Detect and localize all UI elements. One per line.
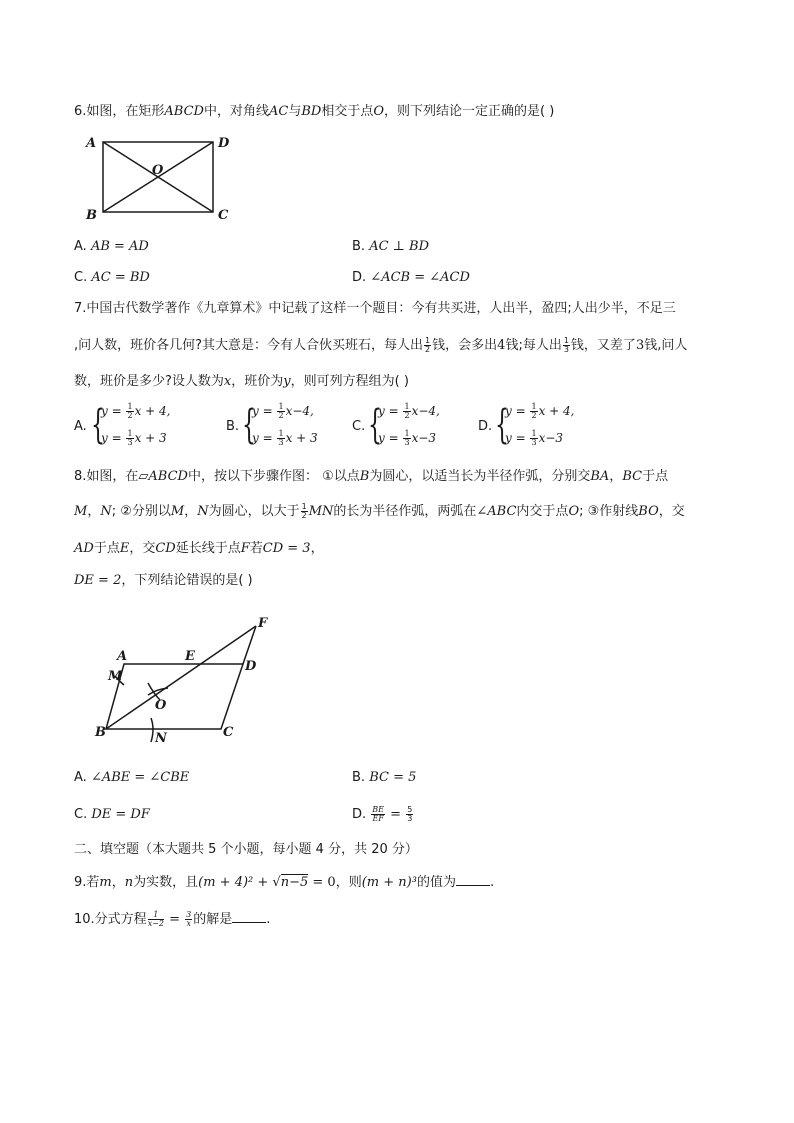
q8-line-3: AD于点E，交CD延长线于点F若CD = 3， xyxy=(74,541,324,556)
q8-line-2: M，N; ②分别以M，N为圆心，以大于 $\frac{1}{2}$ MN的长为半径作弧，两弧在∠ABC内交于点O; ③作射线BO，交 xyxy=(74,502,685,520)
q6-option-b: B. AC ⊥ BD xyxy=(352,239,430,254)
fraction-five-thirds: $\frac{5}{3}$ xyxy=(407,805,413,823)
left-brace: { xyxy=(91,402,105,448)
label-c: C xyxy=(223,725,234,740)
equation-system xyxy=(495,399,615,455)
equation-2: y = $\frac{1}{3}$ x−3 xyxy=(378,429,437,447)
label-a: A xyxy=(117,649,128,664)
q8-option-a: A. ∠ABE = ∠CBE xyxy=(74,770,190,785)
parallelogram-abcd xyxy=(106,664,243,729)
label-n: N xyxy=(155,731,167,746)
label-o: O xyxy=(155,698,167,713)
label-d: D xyxy=(245,659,257,674)
equation-1: y = $\frac{1}{2}$ x + 4, xyxy=(505,402,575,420)
left-brace: { xyxy=(368,402,382,448)
equation-system xyxy=(91,399,211,455)
label-m: M xyxy=(108,669,123,684)
q6-rectangle-figure xyxy=(82,132,242,227)
q8-option-c: C. DE = DF xyxy=(74,807,150,822)
equation-1: y = $\frac{1}{2}$ x−4, xyxy=(252,402,314,420)
equation-system xyxy=(242,399,354,455)
label-b: B xyxy=(86,208,97,223)
q7-option-a: A. { y = $\frac{1}{2}$ x + 4, y = $\frac{1}{3}$ x + 3 xyxy=(74,399,214,455)
left-brace: { xyxy=(242,402,256,448)
section-heading: 二、填空题（本大题共 5 个小题，每小题 4 分，共 20 分） xyxy=(74,842,418,857)
q7-option-c: C. { y = $\frac{1}{2}$ x−4, y = $\frac{1}{3}$ x−3 xyxy=(352,399,482,455)
q6-option-a: A. AB = AD xyxy=(74,239,149,254)
answer-blank[interactable] xyxy=(456,873,490,886)
label-a: A xyxy=(86,136,97,151)
q9-stem: 9.若m，n为实数，且(m + 4)² + √n−5 = 0，则(m + n)³的值为 . xyxy=(74,875,495,890)
q8-line-4: DE = 2，下列结论错误的是( ) xyxy=(74,573,253,588)
q6-option-d: D. ∠ACB = ∠ACD xyxy=(352,270,470,285)
left-brace: { xyxy=(495,402,509,448)
q7-line-1: 7.中国古代数学著作《九章算术》中记载了这样一个题目：今有共买进，人出半，盈四;人出少半，不足三 xyxy=(74,301,676,316)
fraction-one-third: $\frac{1}{3}$ xyxy=(563,336,569,354)
q10-stem: 10.分式方程 $\frac{1}{x-2}$ = $\frac{3}{x}$ 的解是 . xyxy=(74,910,271,928)
label-c: C xyxy=(218,208,229,223)
label-e: E xyxy=(185,649,195,664)
label-b: B xyxy=(95,725,106,740)
equation-2: y = $\frac{1}{3}$ x−3 xyxy=(505,429,564,447)
ray-bf xyxy=(106,626,256,729)
fraction-one-half: $\frac{1}{2}$ xyxy=(425,336,431,354)
arc-n xyxy=(151,718,153,742)
q6-option-c: C. AC = BD xyxy=(74,270,150,285)
sqrt-sign: √ xyxy=(272,875,281,890)
q7-line-3: 数，班价是多少?设人数为x，班价为y，则可列方程组为( ) xyxy=(74,374,409,389)
label-f: F xyxy=(258,616,268,631)
q8-option-b: B. BC = 5 xyxy=(352,770,417,785)
fraction-be-over-ef: $\frac{BE}{EF}$ xyxy=(372,805,385,823)
q8-option-d: D. $\frac{BE}{EF}$ = $\frac{5}{3}$ xyxy=(352,805,413,823)
equation-1: y = $\frac{1}{2}$ x−4, xyxy=(378,402,440,420)
q8-line-1: 8.如图，在▱ABCD中，按以下步骤作图： ①以点B为圆心，以适当长为半径作弧，分别交BA，BC于点 xyxy=(74,469,669,484)
equation-1: y = $\frac{1}{2}$ x + 4, xyxy=(101,402,171,420)
fraction-one-half: $\frac{1}{2}$ xyxy=(301,502,307,520)
q7-option-b: B. { y = $\frac{1}{2}$ x−4, y = $\frac{1}{3}$ x + 3 xyxy=(226,399,356,455)
q6-stem: 6.如图，在矩形ABCD中，对角线AC与BD相交于点O，则下列结论一定正确的是( ) xyxy=(74,104,555,119)
label-o: O xyxy=(152,163,164,178)
fraction-three-over-x: $\frac{3}{x}$ xyxy=(186,910,192,928)
equation-system xyxy=(368,399,480,455)
q7-option-d: D. { y = $\frac{1}{2}$ x + 4, y = $\frac{1}{3}$ x−3 xyxy=(478,399,618,455)
q7-line-2: ,问人数，班价各几何?其大意是：今有人合伙买班石，每人出 $\frac{1}{2}$ 钱，会多出4钱;每人出 $\frac{1}{3}$ 钱，又差了3钱,问人 xyxy=(74,336,688,354)
answer-blank[interactable] xyxy=(232,910,266,923)
equation-2: y = $\frac{1}{3}$ x + 3 xyxy=(101,429,167,447)
fraction-one-over-x-minus-2: $\frac{1}{x-2}$ xyxy=(147,910,164,928)
label-d: D xyxy=(218,136,230,151)
q8-parallelogram-figure xyxy=(88,612,288,747)
equation-2: y = $\frac{1}{3}$ x + 3 xyxy=(252,429,318,447)
